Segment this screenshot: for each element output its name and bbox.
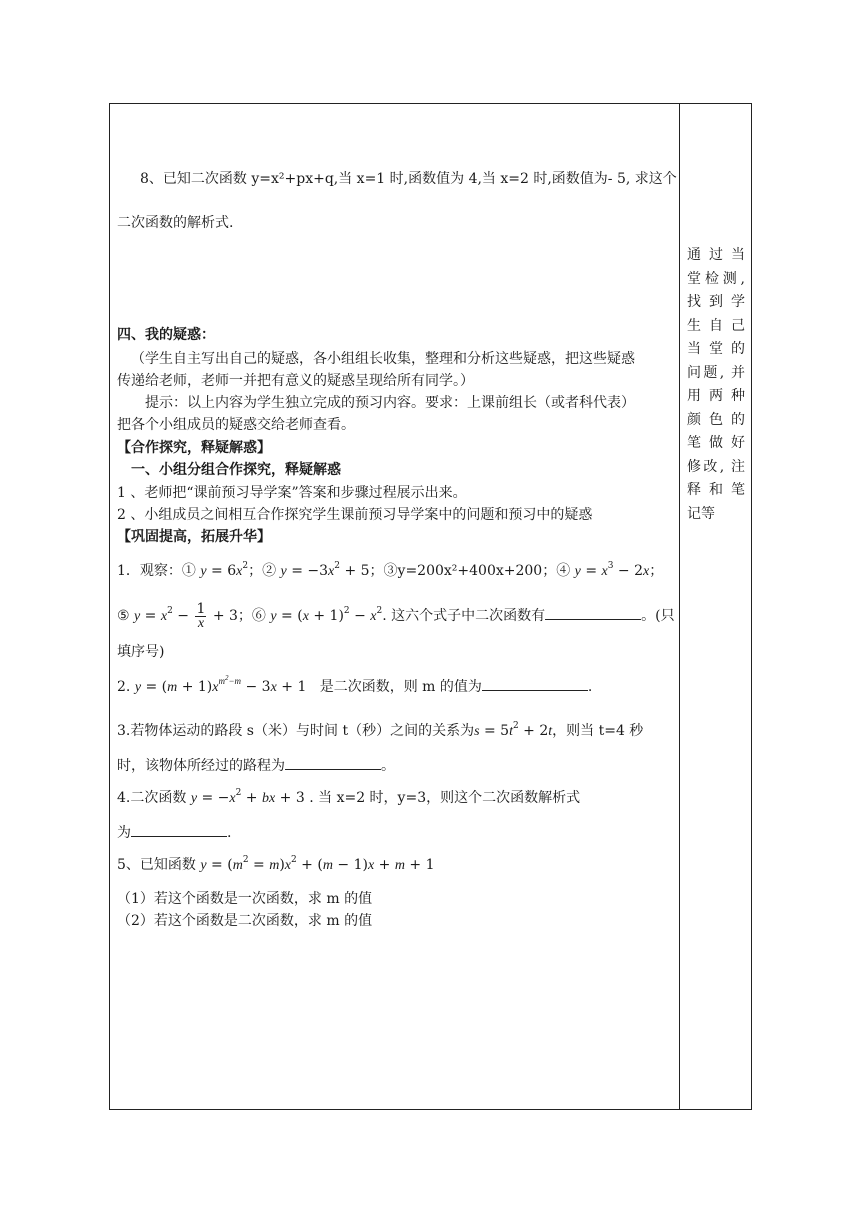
problem1-tail2: 。(只 [641, 608, 675, 624]
cooperate-heading: 【合作探究，释疑解惑】 [117, 440, 271, 456]
sidebar-line: 释 和 笔 [687, 482, 745, 498]
sidebar-line: 问题, 并 [687, 364, 745, 381]
problem3-line2-text: 时，该物体所经过的路程为 [117, 758, 285, 774]
problem1-expr3: ③y=200x²+400x+200； [383, 563, 557, 579]
problem5-line [117, 855, 434, 876]
problem4-expr: $y = -x^2$ + bx + 3 [190, 788, 305, 806]
problem2-prefix: 2. [117, 679, 131, 695]
problem3-answer-blank[interactable] [285, 755, 381, 770]
problem4-line2-text: 为 [117, 825, 131, 841]
problem4-line2: 为 . [117, 822, 231, 843]
sidebar-line: 用 两 种 [687, 388, 745, 404]
problem2-line: 2. $y = (m + 1)x^{m^2-m} - 3x + 1$ 是二次函数，则 m 的值为 . [117, 674, 593, 695]
sidebar-line: 通 过 当 [687, 247, 745, 263]
problem4-line1 [117, 788, 580, 809]
sidebar-line: 当 堂 的 [687, 341, 745, 357]
problem1-expr1: ① $y = 6x^2$；② $y = -3x^2 + 5$； [181, 561, 384, 579]
problem3-line2: 时，该物体所经过的路程为 。 [117, 755, 395, 776]
sidebar-line: 堂检测, [687, 270, 745, 287]
section4-para2-line2: 把各个小组成员的疑惑交给老师查看。 [117, 417, 355, 433]
sidebar-line: 修改, 注 [687, 458, 745, 475]
problem1-line2 [117, 601, 675, 632]
section4-para1-line2: 传递给老师，老师一并把有意义的疑惑呈现给所有同学。） [117, 373, 474, 389]
sidebar-line: 找 到 学 [687, 294, 745, 310]
problem5-prefix: 5、已知函数 [117, 857, 196, 873]
section4-para2-line1: 提示：以上内容为学生独立完成的预习内容。要求：上课前组长（或者科代表） [145, 395, 635, 411]
problem1-prefix: 1．观察： [117, 563, 182, 579]
problem4-text: . 当 x=2 时，y=3，则这个二次函数解析式 [309, 790, 581, 806]
problem2-text: 是二次函数，则 m 的值为 [319, 679, 482, 695]
problem2-expr: $y = (m + 1)x^{m^2-m} - 3x + 1$ [134, 674, 307, 695]
section4-title: 四、我的疑惑： [117, 327, 215, 343]
problem1-expr4: ④ $y = x^3 - 2x$； [556, 561, 664, 579]
problem5-part-a: （1）若这个函数是一次函数，求 m 的值 [117, 891, 373, 907]
problem4-answer-blank[interactable] [131, 822, 227, 837]
cooperate-item-2: 2 、小组成员之间相互合作探究学生课前预习导学案中的问题和预习中的疑惑 [117, 507, 593, 523]
problem1-line1 [117, 561, 663, 582]
problem1-line3: 填序号) [117, 644, 165, 660]
q8-line1: 8、已知二次函数 y=x²+px+q,当 x=1 时,函数值为 4,当 x=2 时,函数值为- 5, 求这个 [140, 171, 677, 187]
problem1-expr5: ⑤ $y = x^2$ − $\frac{1}{x}$ + 3；⑥ $y = (x + 1)^2 - x^2$ [117, 600, 383, 631]
consolidate-heading: 【巩固提高，拓展升华】 [117, 529, 271, 545]
problem5-expr: $y = (m^2 = m)x^2 + (m - 1)x + m + 1$ [200, 855, 435, 873]
problem2-answer-blank[interactable] [482, 676, 588, 691]
section4-para1-line1: （学生自主写出自己的疑惑，各小组组长收集，整理和分析这些疑惑，把这些疑惑 [131, 351, 635, 367]
problem1-answer-blank[interactable] [545, 605, 641, 620]
sidebar-line: 颜 色 的 [687, 411, 745, 428]
q8-line2: 二次函数的解析式. [117, 215, 234, 231]
problem5-part-b: （2）若这个函数是二次函数，求 m 的值 [117, 913, 373, 929]
problem3-prefix: 3.若物体运动的路段 s（米）与时间 t（秒）之间的关系为 [117, 723, 475, 739]
sidebar-line: 生 自 己 [687, 317, 745, 334]
sidebar-note [687, 244, 745, 526]
problem3-mid: ，则当 t=4 秒 [552, 723, 644, 739]
sidebar-line: 记等 [687, 505, 715, 522]
problem3-expr: $s = 5t^2 + 2t$ [474, 721, 553, 739]
column-divider [679, 103, 680, 1110]
problem1-tail: . 这六个式子中二次函数有 [382, 608, 546, 624]
problem4-prefix: 4.二次函数 [117, 790, 187, 806]
problem3-line1 [117, 721, 643, 742]
cooperate-item-1: 1 、老师把“课前预习导学案”答案和步骤过程展示出来。 [117, 485, 467, 501]
sidebar-line: 笔 做 好 [687, 435, 745, 451]
cooperate-subheading: 一、小组分组合作探究，释疑解惑 [131, 462, 341, 478]
